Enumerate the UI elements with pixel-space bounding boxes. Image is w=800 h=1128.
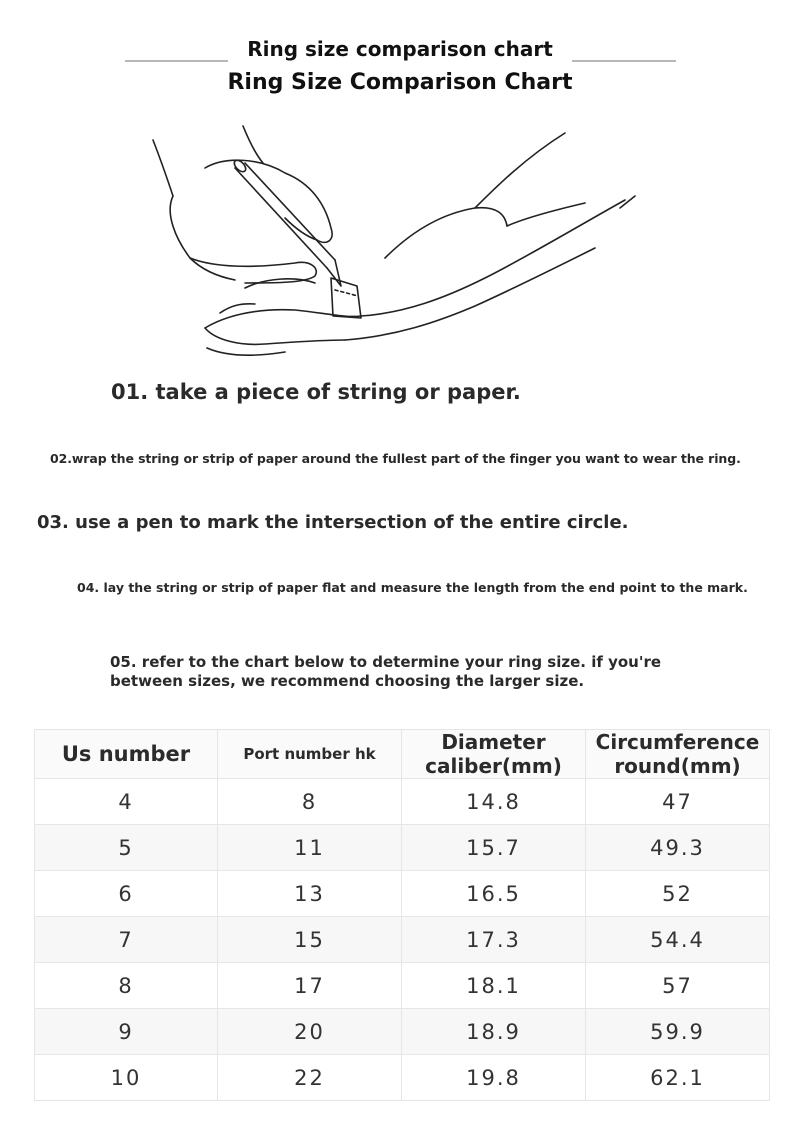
- cell-diameter: 19.8: [402, 1055, 586, 1101]
- page-title: Ring size comparison chart: [247, 37, 553, 61]
- table-row: [35, 825, 770, 871]
- cell-diameter: 18.9: [402, 1009, 586, 1055]
- cell-diameter: 14.8: [402, 779, 586, 825]
- cell-hk-number: 8: [218, 779, 402, 825]
- cell-diameter: 16.5: [402, 871, 586, 917]
- cell-us-number: 10: [35, 1055, 218, 1101]
- table-row: [35, 1009, 770, 1055]
- cell-circumference: 54.4: [586, 917, 770, 963]
- cell-us-number: 5: [35, 825, 218, 871]
- cell-hk-number: 15: [218, 917, 402, 963]
- cell-circumference: 59.9: [586, 1009, 770, 1055]
- cell-circumference: 47: [586, 779, 770, 825]
- cell-diameter: 15.7: [402, 825, 586, 871]
- table-row: [35, 917, 770, 963]
- table-header-row: [35, 730, 770, 779]
- page-subtitle: Ring Size Comparison Chart: [227, 70, 573, 95]
- cell-circumference: 49.3: [586, 825, 770, 871]
- header-diameter: Diameter caliber(mm): [402, 730, 586, 779]
- step-1-text: 01. take a piece of string or paper.: [111, 380, 521, 404]
- cell-us-number: 6: [35, 871, 218, 917]
- hand-measuring-icon: [145, 118, 645, 368]
- header-circumference: Circumference round(mm): [586, 730, 770, 779]
- header-us-number: Us number: [35, 730, 218, 779]
- step-5-text: 05. refer to the chart below to determine your ring size. if you're between sizes, we recommend choosing the larger size.: [110, 653, 662, 690]
- ring-size-table: [34, 729, 770, 1101]
- cell-circumference: 52: [586, 871, 770, 917]
- cell-us-number: 7: [35, 917, 218, 963]
- cell-diameter: 17.3: [402, 917, 586, 963]
- step-2-text: 02.wrap the string or strip of paper around the fullest part of the finger you want to wear the ring.: [50, 451, 741, 466]
- table-body: [35, 779, 770, 1101]
- cell-us-number: 4: [35, 779, 218, 825]
- step-3-text: 03. use a pen to mark the intersection of the entire circle.: [37, 512, 629, 533]
- cell-us-number: 8: [35, 963, 218, 1009]
- cell-circumference: 62.1: [586, 1055, 770, 1101]
- cell-us-number: 9: [35, 1009, 218, 1055]
- cell-circumference: 57: [586, 963, 770, 1009]
- header-hk-number: Port number hk: [218, 730, 402, 779]
- cell-hk-number: 13: [218, 871, 402, 917]
- table-row: [35, 871, 770, 917]
- table-row: [35, 779, 770, 825]
- table-row: [35, 1055, 770, 1101]
- step-4-text: 04. lay the string or strip of paper flat and measure the length from the end point to the mark.: [77, 580, 748, 595]
- cell-hk-number: 20: [218, 1009, 402, 1055]
- cell-diameter: 18.1: [402, 963, 586, 1009]
- cell-hk-number: 11: [218, 825, 402, 871]
- cell-hk-number: 17: [218, 963, 402, 1009]
- cell-hk-number: 22: [218, 1055, 402, 1101]
- table-row: [35, 963, 770, 1009]
